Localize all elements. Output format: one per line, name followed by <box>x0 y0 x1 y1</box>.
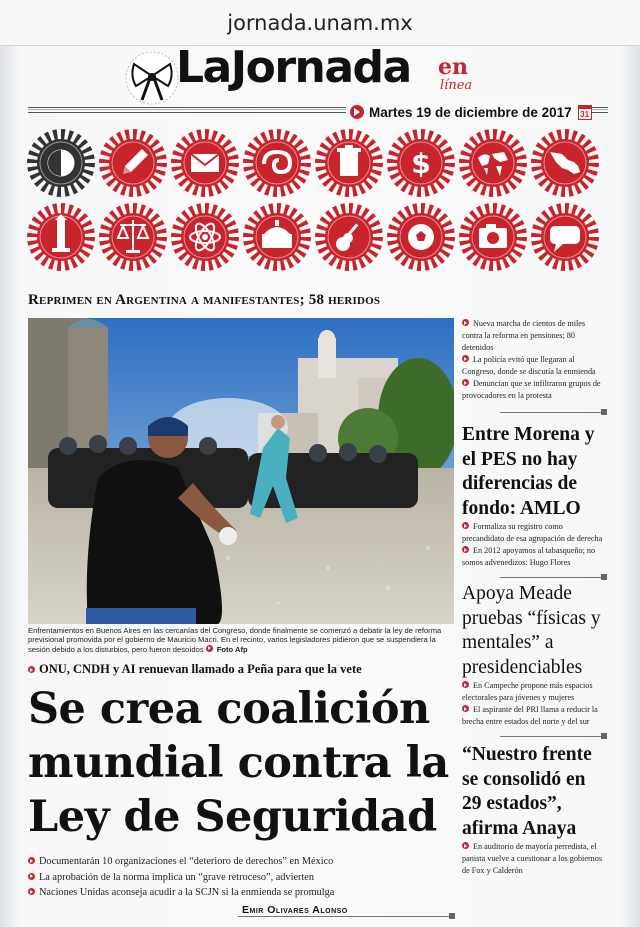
side-note[interactable] <box>462 680 607 704</box>
section-link-envelope[interactable] <box>170 128 240 198</box>
world-map-icon <box>458 128 528 198</box>
logo-linea: línea <box>440 78 473 93</box>
section-link-trash-can[interactable] <box>314 128 384 198</box>
main-bullet[interactable] <box>28 854 458 870</box>
speech-bubble-icon <box>530 202 600 272</box>
play-bullet-icon <box>462 842 469 849</box>
play-bullet-icon <box>462 681 469 688</box>
main-bullet[interactable] <box>28 870 458 886</box>
play-bullet-icon <box>462 379 469 386</box>
camera-icon <box>458 202 528 272</box>
side-story-headline[interactable]: “Nuestro frente se consolidó en 29 estados”, afirma Anaya <box>462 744 592 839</box>
lead-notes <box>462 318 607 402</box>
edition-date: Martes 19 de diciembre de 2017 <box>369 104 572 120</box>
atom-icon <box>170 202 240 272</box>
section-link-mexico-map[interactable] <box>530 128 600 198</box>
soccer-ball-icon <box>386 202 456 272</box>
lead-note-text: Denuncian que se infiltraron grupos de provocadores en la protesta <box>462 379 601 400</box>
play-bullet-icon <box>462 705 469 712</box>
divider <box>500 736 604 737</box>
url-text: jornada.unam.mx <box>227 11 413 35</box>
section-link-dollar[interactable] <box>386 128 456 198</box>
side-story-headline[interactable]: Apoya Meade pruebas “físicas y mentales” a presidenciables <box>462 583 601 678</box>
play-bullet-icon <box>28 857 35 864</box>
main-bullet-text: La aprobación de la norma implica un “grave retroceso”, advierten <box>39 871 315 883</box>
guitar-icon <box>314 202 384 272</box>
divider <box>500 412 604 413</box>
scales-icon <box>98 202 168 272</box>
play-bullet-icon <box>28 873 35 880</box>
lead-note-text: La policía evitó que llegaran al Congreso, donde se discutía la enmienda <box>462 355 596 376</box>
side-note-text: Formaliza su registro como precandidato de esa agrupación de derecha <box>462 522 603 543</box>
mexico-map-icon <box>530 128 600 198</box>
section-link-atom[interactable] <box>170 202 240 272</box>
play-bullet-icon <box>206 645 213 652</box>
play-bullet-icon <box>462 355 469 362</box>
lead-note[interactable] <box>462 318 607 354</box>
envelope-icon <box>170 128 240 198</box>
byline: Emir Olivares Alonso <box>242 904 348 916</box>
play-bullet-icon <box>462 319 469 326</box>
main-headline[interactable]: Se crea coalición mundial contra la Ley de Seguridad <box>28 684 449 842</box>
dollar-icon <box>386 128 456 198</box>
side-note-text: En Campeche propone más espacios electorales para jóvenes y mujeres <box>462 681 593 702</box>
date-bar <box>346 102 592 122</box>
side-note[interactable] <box>462 841 607 877</box>
play-bullet-icon <box>462 546 469 553</box>
logo-en: en <box>438 54 468 80</box>
play-bullet-icon <box>462 522 469 529</box>
section-link-speech-bubble[interactable] <box>530 202 600 272</box>
divider <box>500 577 604 578</box>
section-link-spiral[interactable] <box>242 128 312 198</box>
section-link-guitar[interactable] <box>314 202 384 272</box>
side-note-text: En auditorio de mayoría perredista, el panista vuelve a cuestionar a los gobiernos de Fox y Calderón <box>462 842 603 875</box>
right-column <box>462 318 607 877</box>
section-link-scales[interactable] <box>98 202 168 272</box>
main-bullet[interactable] <box>28 885 458 901</box>
section-link-half-moon[interactable] <box>26 128 96 198</box>
palace-icon <box>242 202 312 272</box>
caption-text: Enfrentamientos en Buenos Aires en las cercanías del Congreso, donde finalmente se comenzó a debatir la ley de reforma previsional promovida por el gobierno de Mauricio Macri. En el recinto, varios legisladores pidieron que se suspendiera la sesión debido a los disturbios, pero fueron desoídos <box>28 626 442 654</box>
lead-photo[interactable] <box>28 318 454 624</box>
section-link-soccer-ball[interactable] <box>386 202 456 272</box>
side-note[interactable] <box>462 545 607 569</box>
section-link-world-map[interactable] <box>458 128 528 198</box>
lead-kicker[interactable]: Reprimen en Argentina a manifestantes; 58 heridos <box>28 292 381 308</box>
section-link-monument[interactable] <box>26 202 96 272</box>
monument-icon <box>26 202 96 272</box>
photo-credit: Foto Afp <box>216 644 248 654</box>
side-note-text: En 2012 apoyamos al tabasqueño; no somos advenedizos: Hugo Flores <box>462 546 596 567</box>
secondary-kicker[interactable] <box>28 662 362 677</box>
secondary-kicker-text: ONU, CNDH y AI renuevan llamado a Peña para que la vete <box>39 662 362 676</box>
trash-can-icon <box>314 128 384 198</box>
section-link-palace[interactable] <box>242 202 312 272</box>
photo-caption <box>28 626 456 654</box>
masthead-logo[interactable] <box>120 42 480 106</box>
play-bullet-icon <box>350 105 364 119</box>
main-bullet-text: Documentarán 10 organizaciones el “deterioro de derechos” en México <box>39 856 334 867</box>
spiral-icon <box>242 128 312 198</box>
main-bullet-text: Naciones Unidas aconseja acudir a la SCJN si la enmienda se promulga <box>39 887 335 898</box>
side-note[interactable] <box>462 521 607 545</box>
section-icon-grid <box>26 128 616 278</box>
half-moon-icon <box>26 128 96 198</box>
section-link-camera[interactable] <box>458 202 528 272</box>
calendar-icon[interactable]: 31 <box>578 105 592 120</box>
play-bullet-icon <box>28 888 35 895</box>
side-note-text: El aspirante del PRI llama a reducir la brecha entre estados del norte y del sur <box>462 705 598 726</box>
section-link-pencil[interactable] <box>98 128 168 198</box>
byline-rule <box>238 916 452 917</box>
mourning-bow-icon <box>124 50 180 106</box>
lead-note-text: Nueva marcha de cientos de miles contra la reforma en pensiones; 80 detenidos <box>462 319 586 352</box>
play-bullet-icon <box>28 666 35 673</box>
lead-note[interactable] <box>462 378 607 402</box>
side-note[interactable] <box>462 704 607 728</box>
side-story-headline[interactable]: Entre Morena y el PES no hay diferencias de fondo: AMLO <box>462 424 595 519</box>
logo-wordmark: LaJornada <box>176 42 411 93</box>
main-bullet-list <box>28 854 458 901</box>
pencil-icon <box>98 128 168 198</box>
lead-note[interactable] <box>462 354 607 378</box>
browser-url-bar[interactable] <box>0 0 640 46</box>
newspaper-front-page <box>0 42 640 927</box>
svg-text:$: $ <box>411 147 431 180</box>
